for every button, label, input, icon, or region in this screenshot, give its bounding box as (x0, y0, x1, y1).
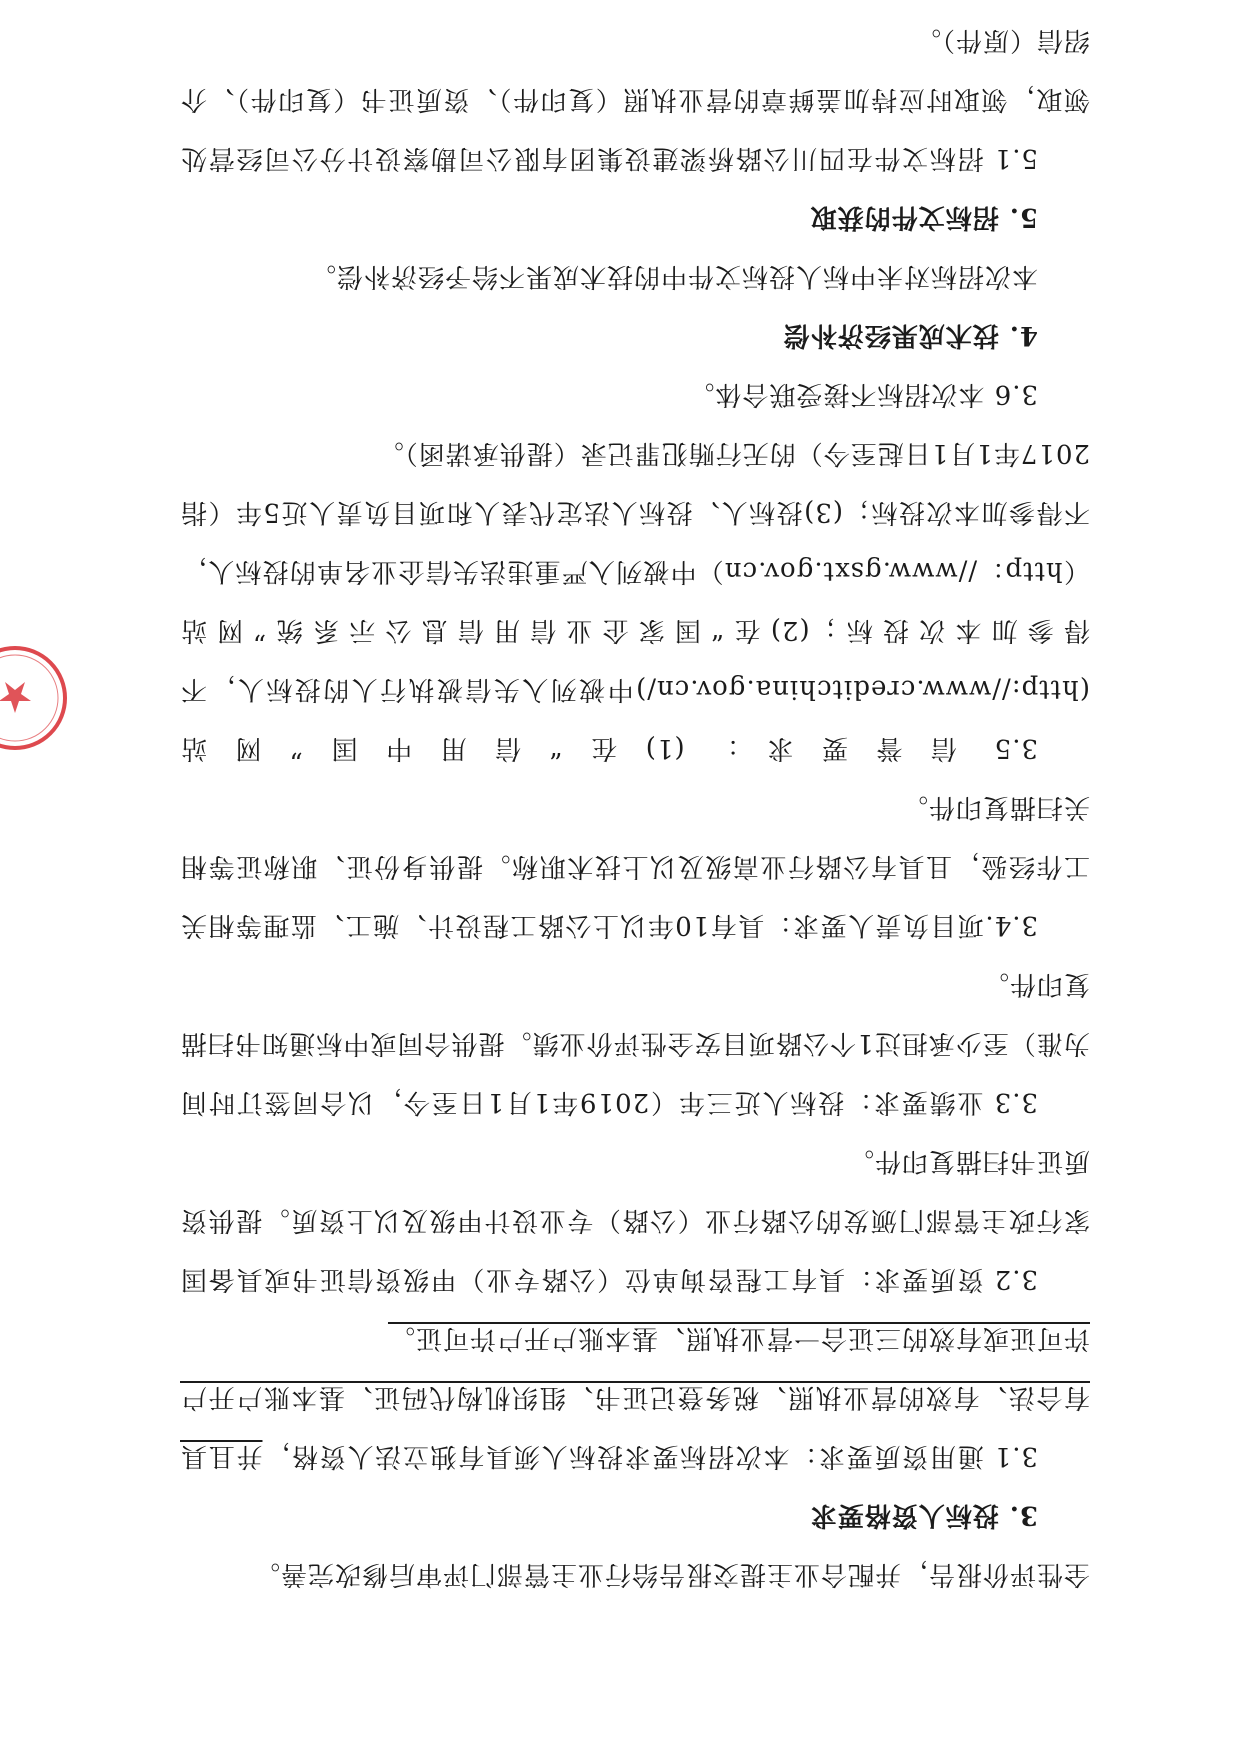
document-body (180, 0, 1090, 1603)
paragraph-3-6: 3.6 本次招标不接受联合体。 (687, 379, 1038, 409)
heading-3: 3. 投标人资格要求 (809, 1500, 1038, 1530)
paragraph-3-1-text: 3.1 通用资质要求：本次招标要求投标人须具有独立法人资格，并且具有合法、有效的营业执照、税务登记证书、组织机构代码证、基本账户开户许可证或有效的三证合一营业执照、基本账户开户许可证。 (180, 1323, 1090, 1471)
heading-5: 5. 招标文件的获取 (809, 202, 1038, 232)
paragraph-5-1: 5.1 招标文件在四川公路桥梁建设集团有限公司勘察设计分公司经营处领取，领取时应持加盖鲜章的营业执照（复印件）、资质证书（复印件）、介绍信（原件）。 (180, 25, 1090, 173)
paragraph-3-4: 3.4.项目负责人要求：具有10年以上公路工程设计、施工、监理等相关工作经验，且具有公路行业高级及以上技术职称。提供身份证、职称证等相关扫描复印件。 (180, 792, 1090, 940)
paragraph-3-3: 3.3 业绩要求：投标人近三年（2019年1月1日至今，以合同签订时间为准）至少承担过1个公路项目安全性评价业绩。提供合同或中标通知书扫描复印件。 (180, 969, 1090, 1117)
paragraph-3-2: 3.2 资质要求：具有工程咨询单位（公路专业）甲级资信证书或具备国家行政主管部门颁发的公路行业（公路）专业设计甲级及以上资质。提供资质证书扫描复印件。 (180, 1146, 1090, 1294)
paragraph-intro: 全性评价报告，并配合业主提交报告给行业主管部门评审后修改完善。 (252, 1559, 1090, 1589)
paragraph-5-2 (180, 0, 1090, 10)
paragraph-3-1 (180, 1308, 1090, 1485)
paragraph-3-5: 3.5 信誉要求：(1)在“信用中国”网站(http://www.creditchina.gov.cn/)中被列入失信被执行人的投标人，不得参加本次投标；(2)在“国家企业信用信息公示系统”网站（http：//www.gsxt.gov.cn）中被列入严重违法失信企业名单的投标人，不得参加本次投标；(3)投标人、投标人法定代表人和项目负责人近5年（指2017年1月1日起至今）的无行贿犯罪记录（提供承诺函）。 (180, 438, 1090, 763)
company-seal-stamp (0, 643, 70, 753)
paragraph-4: 本次招标对未中标人投标文件中的技术成果不给予经济补偿。 (308, 261, 1038, 291)
heading-4: 4. 技术成果经济补偿 (782, 320, 1038, 350)
